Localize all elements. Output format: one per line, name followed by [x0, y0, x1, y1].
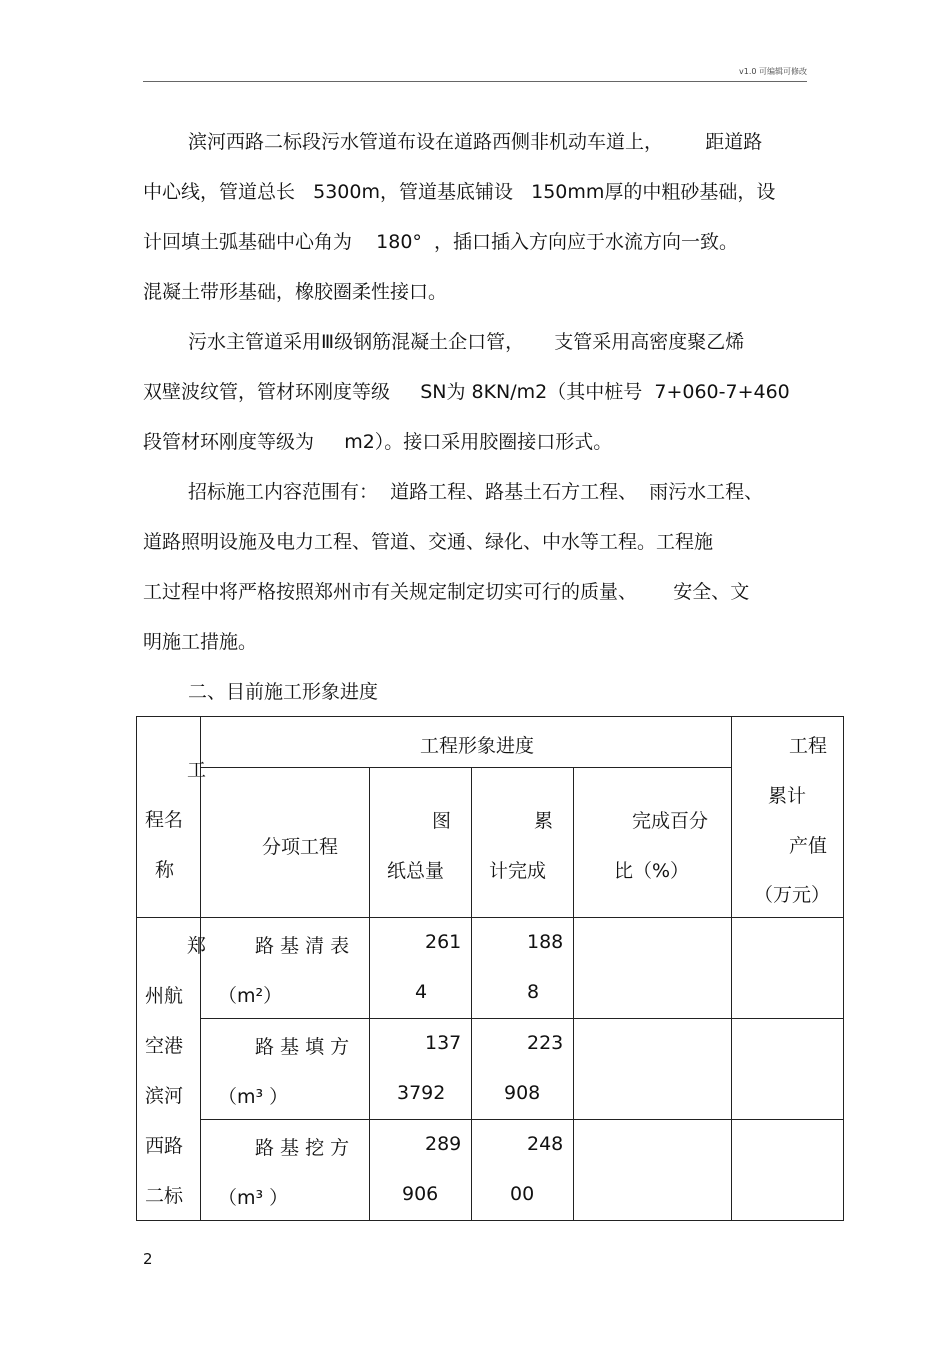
item-cell: [201, 1019, 370, 1120]
text-line: 段管材环刚度等级为 m2）。接口采用胶圈接口形式。: [143, 431, 613, 453]
value-text: 261: [425, 931, 462, 953]
text-line: 滨河西路二标段污水管道布设在道路西侧非机动车道上， 距道路: [188, 131, 763, 153]
header-text: 累: [534, 810, 554, 832]
value-text: 906: [402, 1183, 439, 1205]
header-text: 工程: [789, 735, 828, 757]
value-text: 137: [425, 1032, 462, 1054]
percent-cell: [574, 918, 732, 1019]
project-name-text: 郑: [187, 935, 207, 957]
value-text: 4: [415, 981, 428, 1003]
percent-cell: [574, 1019, 732, 1120]
item-cell: [201, 918, 370, 1019]
project-name-cell: [137, 918, 207, 1221]
text-line: 混凝土带形基础，橡胶圈柔性接口。: [143, 281, 448, 303]
text-line: 污水主管道采用Ⅲ级钢筋混凝土企口管， 支管采用高密度聚乙烯: [188, 331, 745, 353]
value-text: 8: [527, 981, 540, 1003]
progress-table: [136, 716, 844, 1221]
item-cell: [201, 1120, 370, 1221]
header-text: 累计: [768, 785, 807, 807]
page-number: 2: [143, 1250, 153, 1268]
output-cell: [732, 1120, 844, 1221]
drawing-total-cell: [370, 918, 472, 1019]
value-text: 223: [527, 1032, 564, 1054]
value-text: 248: [527, 1133, 564, 1155]
item-unit: （m²）: [218, 985, 283, 1007]
cumulative-cell: [472, 918, 574, 1019]
header-text: 程名: [145, 809, 184, 831]
percent-cell: [574, 1120, 732, 1221]
text-line: 双壁波纹管，管材环刚度等级 SN为 8KN/m2（其中桩号 7+060-7+460: [143, 381, 790, 403]
text-line: 招标施工内容范围有： 道路工程、路基土石方工程、 雨污水工程、: [188, 481, 764, 503]
table-row: [137, 918, 844, 1019]
value-text: 188: [527, 931, 564, 953]
version-label: v1.0 可编辑可修改: [739, 67, 807, 76]
text-line: 道路照明设施及电力工程、管道、交通、绿化、中水等工程。工程施: [143, 531, 714, 553]
value-text: 908: [504, 1082, 541, 1104]
value-text: 289: [425, 1133, 462, 1155]
cumulative-cell: [472, 1019, 574, 1120]
section-title: 二、目前施工形象进度: [188, 681, 379, 703]
item-text: 路 基 挖 方: [255, 1137, 350, 1159]
header-cumulative: [472, 768, 574, 918]
header-text: 比（%）: [614, 860, 690, 882]
header-text: 分项工程: [262, 836, 339, 858]
header-output: [732, 717, 844, 918]
project-name-text: 空港: [145, 1035, 184, 1057]
header-text: 工: [187, 759, 207, 781]
drawing-total-cell: [370, 1120, 472, 1221]
text-line: 明施工措施。: [143, 631, 258, 653]
text-line: 计回填土弧基础中心角为 180° ，插口插入方向应于水流方向一致。: [143, 231, 739, 253]
item-unit: （m³ ）: [218, 1187, 289, 1209]
cumulative-cell: [472, 1120, 574, 1221]
header-text: 计完成: [489, 860, 547, 882]
item-text: 路 基 填 方: [255, 1036, 350, 1058]
header-text: 产值: [789, 835, 828, 857]
text-line: 中心线，管道总长 5300m，管道基底铺设 150mm厚的中粗砂基础，设: [143, 181, 776, 203]
drawing-total-cell: [370, 1019, 472, 1120]
header-project-name: [137, 717, 207, 918]
item-text: 路 基 清 表: [255, 935, 350, 957]
table-row: [137, 1120, 844, 1221]
header-text: 称: [155, 859, 175, 881]
value-text: 00: [510, 1183, 535, 1205]
header-rule: [143, 81, 807, 82]
header-text: 纸总量: [387, 860, 445, 882]
text-line: 工过程中将严格按照郑州市有关规定制定切实可行的质量、 安全、文: [143, 581, 750, 603]
header-text: 工程形象进度: [420, 735, 535, 757]
project-name-text: 州航: [145, 985, 184, 1007]
header-percent: [574, 768, 732, 918]
header-text: 图: [432, 810, 452, 832]
project-name-text: 滨河: [145, 1085, 184, 1107]
project-name-text: 西路: [145, 1135, 184, 1157]
header-sub-item: [201, 768, 370, 918]
header-drawing-total: [370, 768, 472, 918]
value-text: 3792: [397, 1082, 446, 1104]
header-text: （万元）: [754, 884, 831, 906]
output-cell: [732, 918, 844, 1019]
header-text: 完成百分: [632, 810, 709, 832]
output-cell: [732, 1019, 844, 1120]
table-row: [137, 1019, 844, 1120]
project-name-text: 二标: [145, 1185, 184, 1207]
header-group-progress: [201, 717, 732, 768]
item-unit: （m³ ）: [218, 1086, 289, 1108]
